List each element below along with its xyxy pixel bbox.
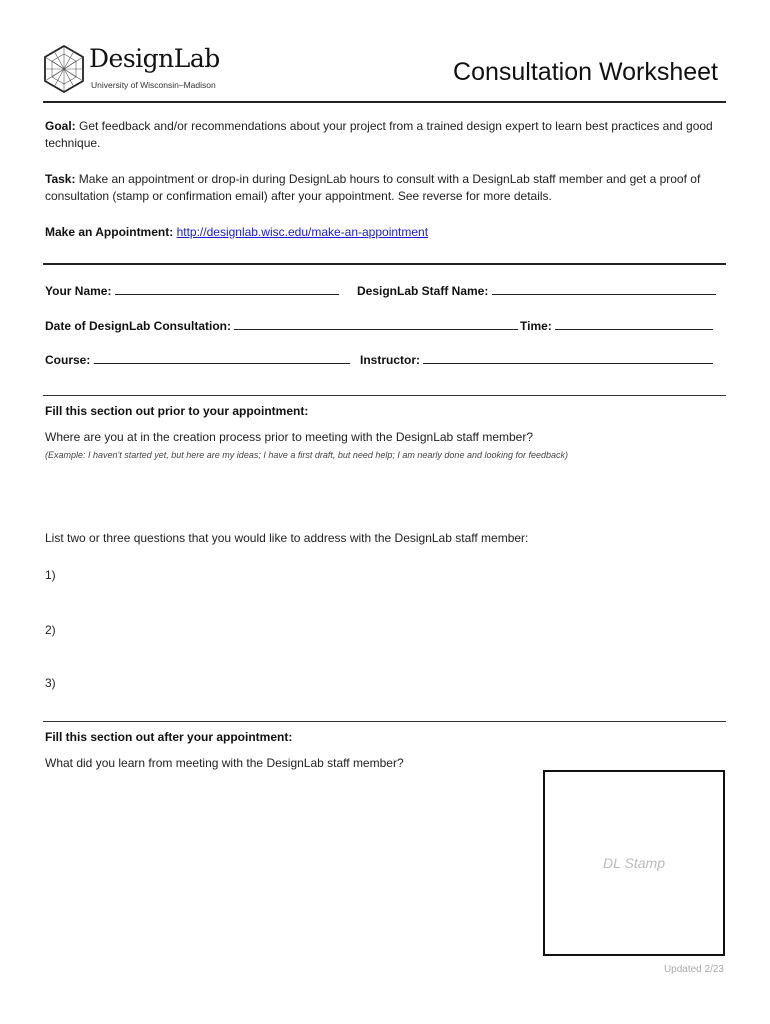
consultation-date-label: Date of DesignLab Consultation: <box>45 319 231 333</box>
goal-text: Get feedback and/or recommendations about your project from a trained design expert to learn best practices and good technique. <box>45 119 713 150</box>
after-divider <box>43 721 726 722</box>
question-item-2: 2) <box>45 623 56 637</box>
task-paragraph <box>45 171 725 205</box>
designlab-logo-icon <box>43 45 85 93</box>
appointment-label: Make an Appointment: <box>45 225 174 239</box>
task-label: Task: <box>45 172 76 186</box>
staff-name-line[interactable] <box>492 284 716 295</box>
goal-paragraph <box>45 118 725 152</box>
after-heading: Fill this section out after your appointment: <box>45 730 293 744</box>
question-item-3: 3) <box>45 676 56 690</box>
page-title: Consultation Worksheet <box>453 58 718 86</box>
staff-name-label: DesignLab Staff Name: <box>357 284 489 298</box>
course-field[interactable] <box>45 353 350 367</box>
appointment-link[interactable]: http://designlab.wisc.edu/make-an-appointment <box>176 225 429 239</box>
your-name-line[interactable] <box>115 284 339 295</box>
your-name-label: Your Name: <box>45 284 112 298</box>
logo-name: DesignLab <box>89 44 220 73</box>
before-question-list: List two or three questions that you would like to address with the DesignLab staff member: <box>45 531 529 545</box>
time-label: Time: <box>520 319 552 333</box>
course-label: Course: <box>45 353 91 367</box>
time-line[interactable] <box>555 319 713 330</box>
updated-note: Updated 2/23 <box>663 964 724 975</box>
consultation-date-line[interactable] <box>234 319 518 330</box>
goal-label: Goal: <box>45 119 76 133</box>
before-question-stage: Where are you at in the creation process prior to meeting with the DesignLab staff member? <box>45 430 534 444</box>
before-heading: Fill this section out prior to your appointment: <box>45 404 309 418</box>
stamp-label: DL Stamp <box>603 855 665 871</box>
instructor-field[interactable] <box>360 353 713 367</box>
your-name-field[interactable] <box>45 284 339 298</box>
before-divider <box>43 395 726 396</box>
instructor-line[interactable] <box>423 353 713 364</box>
consultation-date-field[interactable] <box>45 319 518 333</box>
fields-divider-top <box>43 263 726 265</box>
instructor-label: Instructor: <box>360 353 420 367</box>
question-item-1: 1) <box>45 568 56 582</box>
course-line[interactable] <box>94 353 350 364</box>
logo-subtitle: University of Wisconsin–Madison <box>91 80 216 90</box>
after-question: What did you learn from meeting with the DesignLab staff member? <box>45 756 404 770</box>
staff-name-field[interactable] <box>357 284 716 298</box>
time-field[interactable] <box>520 319 713 333</box>
task-text: Make an appointment or drop-in during DesignLab hours to consult with a DesignLab staff member and get a proof of consultation (stamp or confirmation email) after your appointment. See reverse for more details. <box>45 172 701 203</box>
before-example: (Example: I haven't started yet, but here are my ideas; I have a first draft, but need help; I am nearly done and looking for feedback) <box>45 450 569 460</box>
header-divider <box>43 101 726 103</box>
appointment-paragraph <box>45 224 725 241</box>
